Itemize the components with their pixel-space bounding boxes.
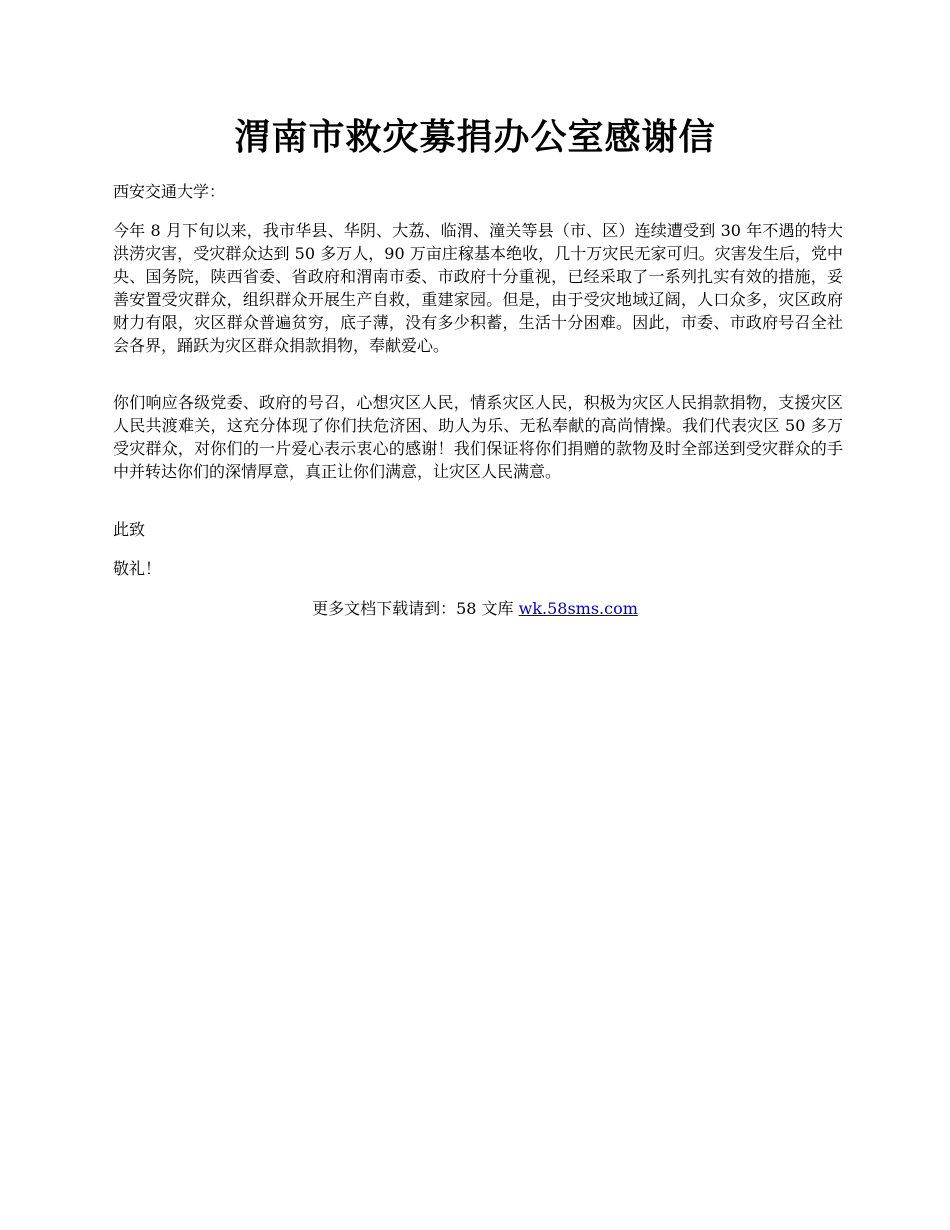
body-paragraph-1: 今年 8 月下旬以来，我市华县、华阴、大荔、临渭、潼关等县（市、区）连续遭受到 30 年不遇的特大洪涝灾害，受灾群众达到 50 多万人，90 万亩庄稼基本绝收，几十万灾民无家可归。灾害发生后，党中央、国务院，陕西省委、省政府和渭南市委、市政府十分重视，已经采取了一系列扎实有效的措施，妥善安置受灾群众，组织群众开展生产自救，重建家园。但是，由于受灾地域辽阔，人口众多，灾区政府财力有限，灾区群众普遍贫穷，底子薄，没有多少积蓄，生活十分困难。因此，市委、市政府号召全社会各界，踊跃为灾区群众捐款捐物，奉献爱心。 [113,221,843,355]
closing-line-2: 敬礼！ [113,559,162,578]
footer-prefix: 更多文档下载请到：58 文库 [312,599,519,618]
body-paragraph-2: 你们响应各级党委、政府的号召，心想灾区人民，情系灾区人民，积极为灾区人民捐款捐物，支援灾区人民共渡难关，这充分体现了你们扶危济困、助人为乐、无私奉献的高尚情操。我们代表灾区 50 多万受灾群众，对你们的一片爱心表示衷心的感谢！我们保证将你们捐赠的款物及时全部送到受灾群众的手中并转达你们的深情厚意，真正让你们满意，让灾区人民满意。 [113,393,843,481]
footer [0,597,950,620]
salutation: 西安交通大学： [113,182,226,201]
closing-line-1: 此致 [113,520,146,539]
footer-link[interactable]: wk.58sms.com [518,599,638,618]
document-title: 渭南市救灾募捐办公室感谢信 [234,116,716,158]
